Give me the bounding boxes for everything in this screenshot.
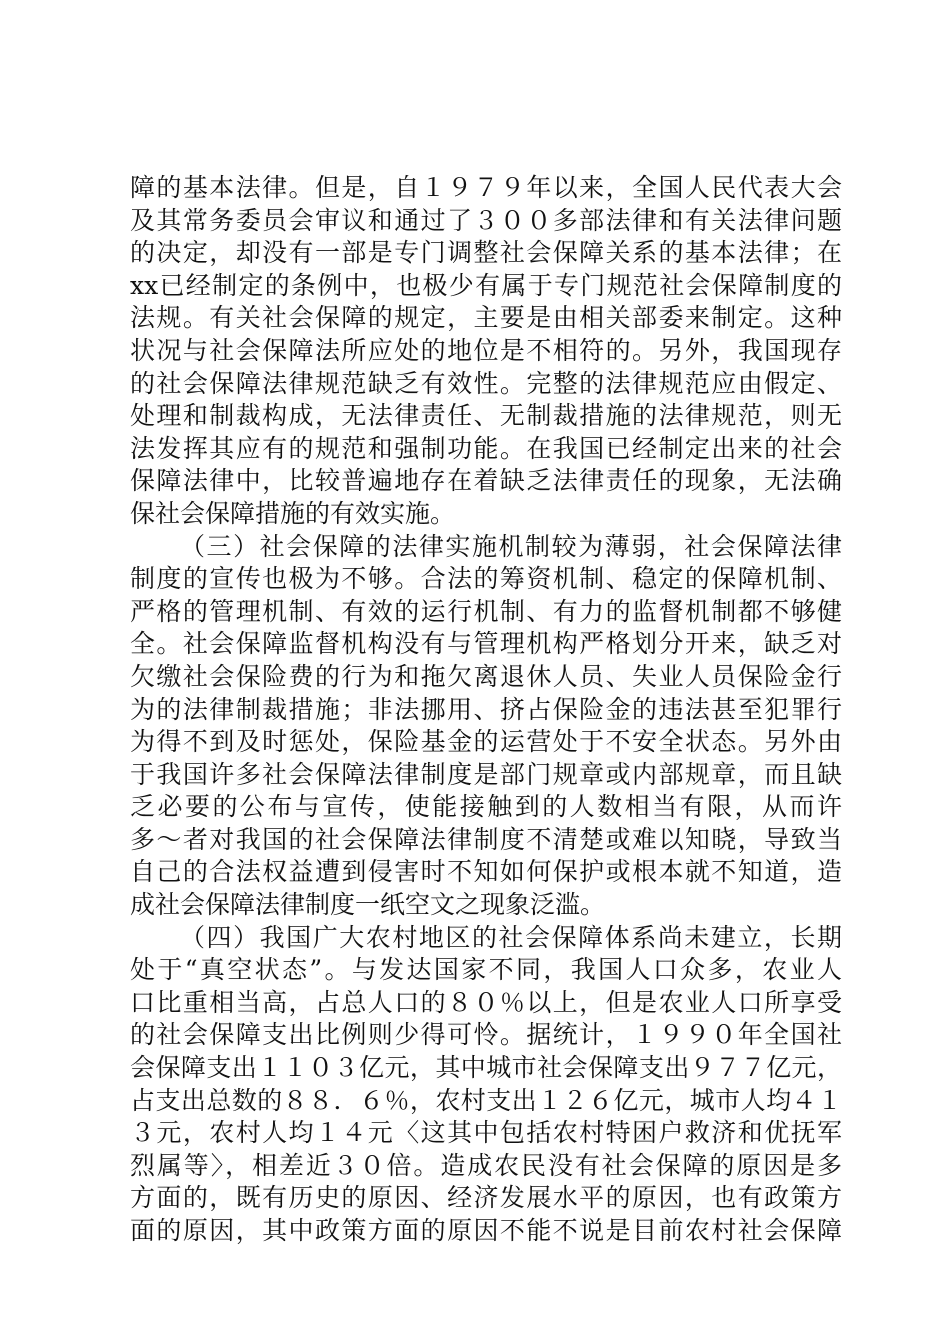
text-line: xx已经制定的条例中，也极少有属于专门规范社会保障制度的 (130, 270, 842, 300)
text-line: 占支出总数的８８．６％，农村支出１２６亿元，城市人均４１ (130, 1085, 842, 1115)
text-line: 烈属等〉，相差近３０倍。造成农民没有社会保障的原因是多 (130, 1150, 842, 1180)
text-line: 方面的，既有历史的原因、经济发展水平的原因，也有政策方 (130, 1183, 842, 1213)
text-line: 欠缴社会保险费的行为和拖欠离退休人员、失业人员保险金行 (130, 661, 842, 691)
text-line: 为得不到及时惩处，保险基金的运营处于不安全状态。另外由 (130, 727, 842, 757)
text-line: 法规。有关社会保障的规定，主要是由相关部委来制定。这种 (130, 303, 842, 333)
text-line: 处于“真空状态”。与发达国家不同，我国人口众多，农业人 (130, 955, 842, 985)
text-line: 成社会保障法律制度一纸空文之现象泛滥。 (130, 890, 606, 920)
text-line: 全。社会保障监督机构没有与管理机构严格划分开来，缺乏对 (130, 629, 842, 659)
text-line: ３元，农村人均１４元〈这其中包括农村特困户救济和优抚军 (130, 1118, 842, 1148)
paragraph-start-line: （四）我国广大农村地区的社会保障体系尚未建立，长期 (180, 922, 842, 952)
text-line: 障的基本法律。但是，自１９７９年以来，全国人民代表大会 (130, 173, 842, 202)
text-line: 多～者对我国的社会保障法律制度不清楚或难以知晓，导致当 (130, 824, 842, 854)
text-line: 及其常务委员会审议和通过了３００多部法律和有关法律问题 (130, 205, 842, 235)
text-line: 状况与社会保障法所应处的地位是不相符的。另外，我国现存 (130, 335, 842, 365)
text-line: 自己的合法权益遭到侵害时不知如何保护或根本就不知道，造 (130, 857, 842, 887)
text-line: 的社会保障法律规范缺乏有效性。完整的法律规范应由假定、 (130, 368, 842, 398)
body-text (130, 172, 842, 1248)
text-line: 会保障支出１１０３亿元，其中城市社会保障支出９７７亿元， (130, 1053, 842, 1083)
text-line: 保障法律中，比较普遍地存在着缺乏法律责任的现象，无法确 (130, 466, 842, 496)
text-line: 严格的管理机制、有效的运行机制、有力的监督机制都不够健 (130, 596, 842, 626)
text-line: 的决定，却没有一部是专门调整社会保障关系的基本法律；在 (130, 238, 842, 268)
text-line: 乏必要的公布与宣传，使能接触到的人数相当有限，从而许 (130, 792, 842, 822)
text-line: 保社会保障措施的有效实施。 (130, 498, 456, 528)
text-line: 的社会保障支出比例则少得可怜。据统计，１９９０年全国社 (130, 1020, 842, 1050)
text-line: 处理和制裁构成，无法律责任、无制裁措施的法律规范，则无 (130, 401, 842, 431)
text-line: 法发挥其应有的规范和强制功能。在我国已经制定出来的社会 (130, 433, 842, 463)
text-line: 于我国许多社会保障法律制度是部门规章或内部规章，而且缺 (130, 759, 842, 789)
text-line: 面的原因，其中政策方面的原因不能不说是目前农村社会保障 (130, 1216, 842, 1245)
paragraph-start-line: （三）社会保障的法律实施机制较为薄弱，社会保障法律 (180, 531, 842, 561)
text-line: 为的法律制裁措施；非法挪用、挤占保险金的违法甚至犯罪行 (130, 694, 842, 724)
text-line: 制度的宣传也极为不够。合法的筹资机制、稳定的保障机制、 (130, 564, 842, 594)
text-line: 口比重相当高，占总人口的８０％以上，但是农业人口所享受 (130, 987, 842, 1017)
